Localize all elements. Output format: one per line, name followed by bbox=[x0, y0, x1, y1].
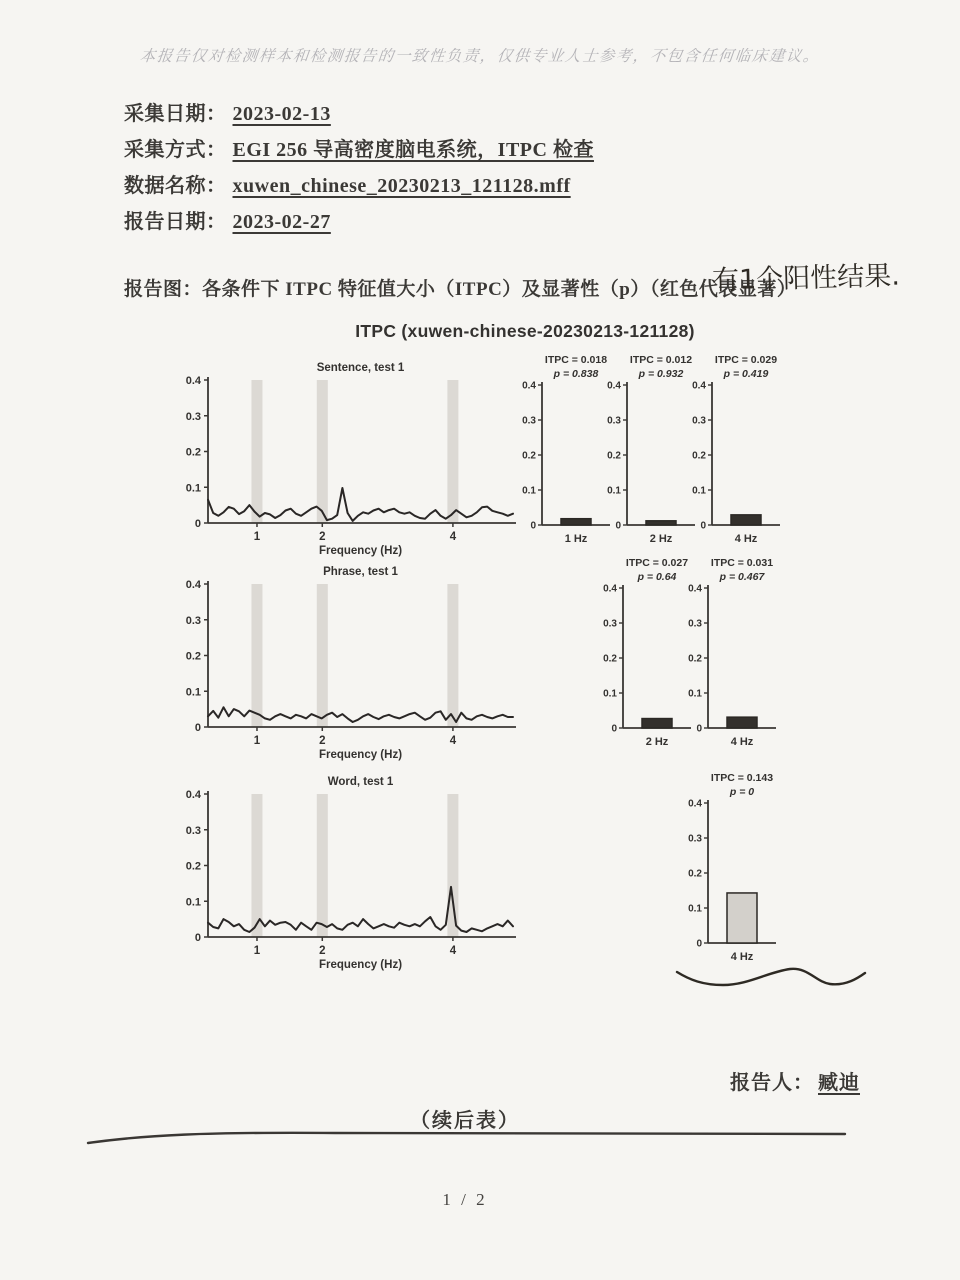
line-chart-sentence bbox=[168, 356, 526, 562]
svg-text:0.2: 0.2 bbox=[522, 450, 536, 462]
svg-text:0.4: 0.4 bbox=[185, 789, 201, 801]
svg-text:0.4: 0.4 bbox=[522, 380, 536, 392]
svg-text:0.1: 0.1 bbox=[607, 485, 621, 497]
svg-text:0.2: 0.2 bbox=[185, 650, 201, 663]
svg-text:ITPC = 0.031: ITPC = 0.031 bbox=[710, 557, 774, 569]
figure-caption bbox=[124, 274, 796, 301]
svg-text:ITPC = 0.018: ITPC = 0.018 bbox=[544, 354, 608, 366]
figure-title: ITPC (xuwen-chinese-20230213-121128) bbox=[355, 321, 695, 341]
svg-text:0.1: 0.1 bbox=[185, 896, 201, 909]
svg-text:2: 2 bbox=[319, 945, 326, 957]
svg-text:0: 0 bbox=[194, 722, 201, 734]
svg-text:1: 1 bbox=[253, 531, 261, 543]
meta-label: 数据名称： bbox=[124, 175, 227, 197]
svg-text:p = 0.467: p = 0.467 bbox=[719, 571, 765, 583]
svg-text:p = 0: p = 0 bbox=[729, 786, 755, 798]
svg-text:2 Hz: 2 Hz bbox=[645, 736, 669, 748]
svg-text:0: 0 bbox=[530, 520, 536, 532]
svg-text:p = 0.932: p = 0.932 bbox=[638, 368, 684, 380]
figure-caption-label: 报告图： bbox=[124, 279, 203, 300]
meta-value: xuwen_chinese_20230213_121128.mff bbox=[232, 175, 571, 197]
svg-text:0: 0 bbox=[696, 723, 702, 735]
meta-row-collection-method bbox=[124, 138, 594, 162]
svg-text:0: 0 bbox=[700, 520, 706, 532]
svg-text:0.3: 0.3 bbox=[522, 415, 536, 427]
svg-text:2: 2 bbox=[319, 735, 326, 747]
svg-text:0: 0 bbox=[611, 723, 617, 735]
svg-text:0.3: 0.3 bbox=[688, 618, 702, 630]
svg-text:0.1: 0.1 bbox=[688, 688, 702, 700]
svg-text:0.4: 0.4 bbox=[185, 375, 201, 387]
meta-value: 2023-02-13 bbox=[232, 103, 331, 125]
svg-text:p = 0.419: p = 0.419 bbox=[723, 368, 769, 380]
svg-text:0: 0 bbox=[194, 518, 201, 530]
svg-text:0.2: 0.2 bbox=[688, 868, 702, 880]
svg-text:0.1: 0.1 bbox=[603, 688, 617, 700]
svg-text:0.1: 0.1 bbox=[522, 485, 536, 497]
svg-text:0.2: 0.2 bbox=[688, 653, 702, 665]
svg-text:Word, test 1: Word, test 1 bbox=[327, 776, 394, 788]
svg-text:0: 0 bbox=[696, 938, 702, 950]
meta-label: 采集方式： bbox=[124, 139, 227, 161]
svg-text:4 Hz: 4 Hz bbox=[730, 951, 754, 963]
svg-text:ITPC = 0.012: ITPC = 0.012 bbox=[629, 354, 693, 366]
svg-text:p = 0.64: p = 0.64 bbox=[637, 571, 677, 583]
svg-text:2: 2 bbox=[319, 531, 326, 543]
meta-value: EGI 256 导高密度脑电系统，ITPC 检查 bbox=[232, 139, 594, 161]
footer-rule-line bbox=[85, 1126, 855, 1150]
svg-text:2 Hz: 2 Hz bbox=[649, 533, 673, 545]
svg-text:4: 4 bbox=[449, 735, 457, 747]
line-chart-phrase bbox=[168, 560, 526, 766]
svg-text:0.3: 0.3 bbox=[688, 833, 702, 845]
svg-text:Sentence, test 1: Sentence, test 1 bbox=[316, 362, 405, 374]
reporter-name: 臧迪 bbox=[818, 1072, 860, 1094]
svg-text:0.2: 0.2 bbox=[607, 450, 621, 462]
meta-row-data-name bbox=[124, 174, 594, 198]
svg-text:ITPC = 0.027: ITPC = 0.027 bbox=[625, 557, 689, 569]
svg-text:0.1: 0.1 bbox=[692, 485, 706, 497]
meta-value: 2023-02-27 bbox=[232, 211, 331, 233]
svg-text:1: 1 bbox=[253, 735, 261, 747]
svg-text:0.3: 0.3 bbox=[607, 415, 621, 427]
page-number: 1 / 2 bbox=[442, 1190, 488, 1209]
handwritten-underline-squiggle bbox=[668, 958, 878, 998]
svg-text:0.4: 0.4 bbox=[688, 798, 702, 810]
svg-text:4 Hz: 4 Hz bbox=[734, 533, 758, 545]
continuation-note: （续后表） bbox=[410, 1110, 520, 1132]
meta-label: 采集日期： bbox=[124, 103, 227, 125]
svg-text:0.3: 0.3 bbox=[185, 410, 201, 423]
svg-text:ITPC = 0.029: ITPC = 0.029 bbox=[714, 354, 778, 366]
svg-text:0.2: 0.2 bbox=[603, 653, 617, 665]
svg-text:p = 0.838: p = 0.838 bbox=[553, 368, 599, 380]
figure-caption-text: 各条件下 ITPC 特征值大小（ITPC）及显著性（p）（红色代表显著） bbox=[202, 279, 797, 300]
svg-text:0.1: 0.1 bbox=[185, 482, 201, 495]
svg-text:0.3: 0.3 bbox=[692, 415, 706, 427]
svg-text:4: 4 bbox=[449, 531, 457, 543]
svg-text:ITPC = 0.143: ITPC = 0.143 bbox=[710, 772, 774, 784]
svg-text:0.2: 0.2 bbox=[692, 450, 706, 462]
svg-text:0: 0 bbox=[194, 932, 201, 944]
reporter-label: 报告人： bbox=[730, 1072, 814, 1094]
svg-text:0.1: 0.1 bbox=[688, 903, 702, 915]
svg-text:1: 1 bbox=[253, 945, 261, 957]
svg-text:0.4: 0.4 bbox=[603, 583, 617, 595]
svg-text:0.3: 0.3 bbox=[185, 824, 201, 837]
meta-row-report-date bbox=[124, 210, 594, 234]
disclaimer-text: 本报告仅对检测样本和检测报告的一致性负责，仅供专业人士参考，不包含任何临床建议。 bbox=[138, 48, 821, 65]
svg-text:0.4: 0.4 bbox=[688, 583, 702, 595]
svg-text:Frequency (Hz): Frequency (Hz) bbox=[318, 959, 403, 971]
line-chart-word bbox=[168, 770, 526, 976]
meta-label: 报告日期： bbox=[124, 211, 227, 233]
svg-text:Frequency (Hz): Frequency (Hz) bbox=[318, 749, 403, 761]
svg-text:4: 4 bbox=[449, 945, 457, 957]
svg-text:1 Hz: 1 Hz bbox=[564, 533, 588, 545]
svg-text:4 Hz: 4 Hz bbox=[730, 736, 754, 748]
bar-chart-phrase-4hz bbox=[684, 553, 784, 758]
svg-text:Frequency (Hz): Frequency (Hz) bbox=[318, 545, 403, 557]
bar-chart-sentence-4hz bbox=[688, 350, 788, 555]
svg-text:0.4: 0.4 bbox=[607, 380, 621, 392]
bar-chart-word-4hz bbox=[684, 768, 784, 973]
svg-text:0.2: 0.2 bbox=[185, 446, 201, 459]
reporter-line bbox=[730, 1066, 860, 1095]
svg-text:Phrase, test 1: Phrase, test 1 bbox=[323, 566, 398, 578]
handwritten-note: 有1个阳性结果. bbox=[711, 260, 901, 297]
meta-row-collection-date bbox=[124, 102, 594, 126]
svg-text:0.1: 0.1 bbox=[185, 686, 201, 699]
svg-text:0: 0 bbox=[615, 520, 621, 532]
svg-text:0.4: 0.4 bbox=[692, 380, 706, 392]
metadata-block bbox=[124, 102, 594, 246]
svg-text:0.2: 0.2 bbox=[185, 860, 201, 873]
svg-text:0.3: 0.3 bbox=[185, 614, 201, 627]
svg-text:0.4: 0.4 bbox=[185, 579, 201, 591]
svg-text:0.3: 0.3 bbox=[603, 618, 617, 630]
